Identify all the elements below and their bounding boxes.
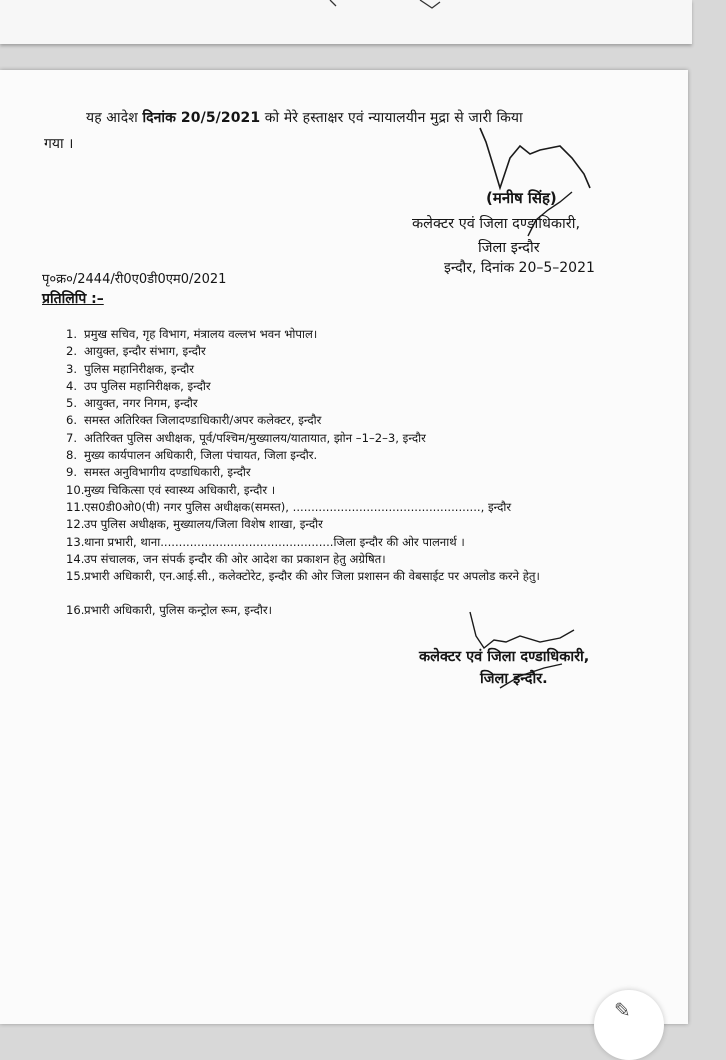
distribution-item (66, 326, 644, 343)
distribution-item (66, 499, 644, 516)
distribution-item-text: आयुक्त, नगर निगम, इन्दौर (84, 396, 198, 411)
signatory-title: कलेक्टर एवं जिला दण्डाधिकारी, (412, 216, 581, 232)
distribution-item-text: अतिरिक्त पुलिस अधीक्षक, पूर्व/पश्चिम/मुख्यालय/यातायात, झोन –1–2–3, इन्दौर (84, 430, 426, 445)
distribution-item-number: 16. (66, 603, 85, 618)
distribution-item (66, 378, 644, 395)
distribution-item-text: प्रमुख सचिव, गृह विभाग, मंत्रालय वल्लभ भवन भोपाल। (84, 327, 318, 341)
distribution-item-number: 3. (66, 361, 78, 376)
distribution-item-text: उप संचालक, जन संपर्क इन्दौर की ओर आदेश का प्रकाशन हेतु अग्रेषित। (84, 551, 386, 566)
document-page (0, 70, 688, 1024)
signatory-name: (मनीष सिंह) (486, 189, 557, 207)
previous-page-ink (0, 0, 692, 44)
distribution-item (66, 464, 644, 481)
order-issue-line: यह आदेश दिनांक 20/5/2021 को मेरे हस्ताक्षर एवं न्यायालयीन मुद्रा से जारी किया (86, 110, 523, 126)
distribution-item-text: समस्त अतिरिक्त जिलादण्डाधिकारी/अपर कलेक्टर, इन्दौर (84, 413, 322, 428)
distribution-item-text: उप पुलिस अधीक्षक, मुख्यालय/जिला विशेष शाखा, इन्दौर (84, 517, 323, 532)
distribution-item-number: 10. (66, 482, 85, 497)
distribution-item-number: 12. (66, 517, 85, 532)
distribution-item (66, 343, 644, 360)
distribution-item (66, 412, 644, 429)
distribution-item-number: 13. (66, 534, 85, 549)
distribution-item-number: 5. (66, 396, 78, 411)
distribution-item-number: 8. (66, 448, 78, 463)
distribution-item (66, 482, 644, 499)
order-issue-line-2: गया । (44, 136, 74, 152)
distribution-item (66, 516, 644, 533)
distribution-item-text: मुख्य चिकित्सा एवं स्वास्थ्य अधिकारी, इन्दौर । (84, 482, 276, 497)
distribution-item (66, 534, 644, 551)
closing-signatory-district: जिला इन्दौर. (480, 671, 548, 687)
distribution-list (66, 326, 644, 619)
distribution-item-text: आयुक्त, इन्दौर संभाग, इन्दौर (84, 344, 206, 359)
distribution-item-number: 9. (66, 465, 78, 480)
distribution-item (66, 430, 644, 447)
distribution-item-text: मुख्य कार्यपालन अधिकारी, जिला पंचायत, जिला इन्दौर. (84, 448, 318, 463)
distribution-item-number: 6. (66, 413, 78, 428)
distribution-item (66, 361, 644, 378)
distribution-item (66, 447, 644, 464)
page-action-button[interactable] (594, 990, 664, 1060)
distribution-item-text: समस्त अनुविभागीय दण्डाधिकारी, इन्दौर (84, 465, 251, 480)
distribution-item-text: एस0डी0ओ0(पी) नगर पुलिस अधीक्षक(समस्त), ..................................................., इन्दौर (84, 499, 512, 514)
distribution-item-number: 2. (66, 344, 78, 359)
previous-page-edge (0, 0, 692, 44)
distribution-item-text: उप पुलिस महानिरीक्षक, इन्दौर (84, 378, 211, 393)
distribution-item-number: 11. (66, 499, 85, 514)
distribution-item (66, 395, 644, 412)
order-date: दिनांक 20/5/2021 (142, 110, 261, 126)
copy-heading: प्रतिलिपि :– (42, 291, 104, 307)
distribution-item-text: प्रभारी अधिकारी, पुलिस कन्ट्रोल रूम, इन्दौर। (84, 603, 272, 618)
edit-icon: ✎ (614, 998, 631, 1022)
distribution-item-number: 4. (66, 378, 78, 393)
distribution-item-number: 1. (66, 327, 78, 341)
distribution-item (66, 602, 644, 619)
signature-place-date: इन्दौर, दिनांक 20–5–2021 (444, 260, 595, 276)
distribution-item-text: थाना प्रभारी, थाना...............................................जिला इन्दौर की ओर पालनार्थ । (84, 534, 465, 549)
distribution-item-number: 7. (66, 430, 78, 445)
distribution-item-text: पुलिस महानिरीक्षक, इन्दौर (84, 361, 195, 376)
distribution-item-number: 15. (66, 569, 85, 584)
distribution-item (66, 568, 644, 602)
closing-signatory-title: कलेक्टर एवं जिला दण्डाधिकारी, (419, 649, 590, 665)
distribution-item (66, 551, 644, 568)
distribution-item-number: 14. (66, 551, 85, 566)
reference-number: पृ०क्र०/2444/री0ए0डी0एम0/2021 (42, 272, 227, 287)
distribution-item-text: प्रभारी अधिकारी, एन.आई.सी., कलेक्टोरेट, इन्दौर की ओर जिला प्रशासन की वेबसाईट पर अपलोड करने हेतु। (84, 569, 540, 584)
signatory-district: जिला इन्दौर (478, 240, 540, 256)
